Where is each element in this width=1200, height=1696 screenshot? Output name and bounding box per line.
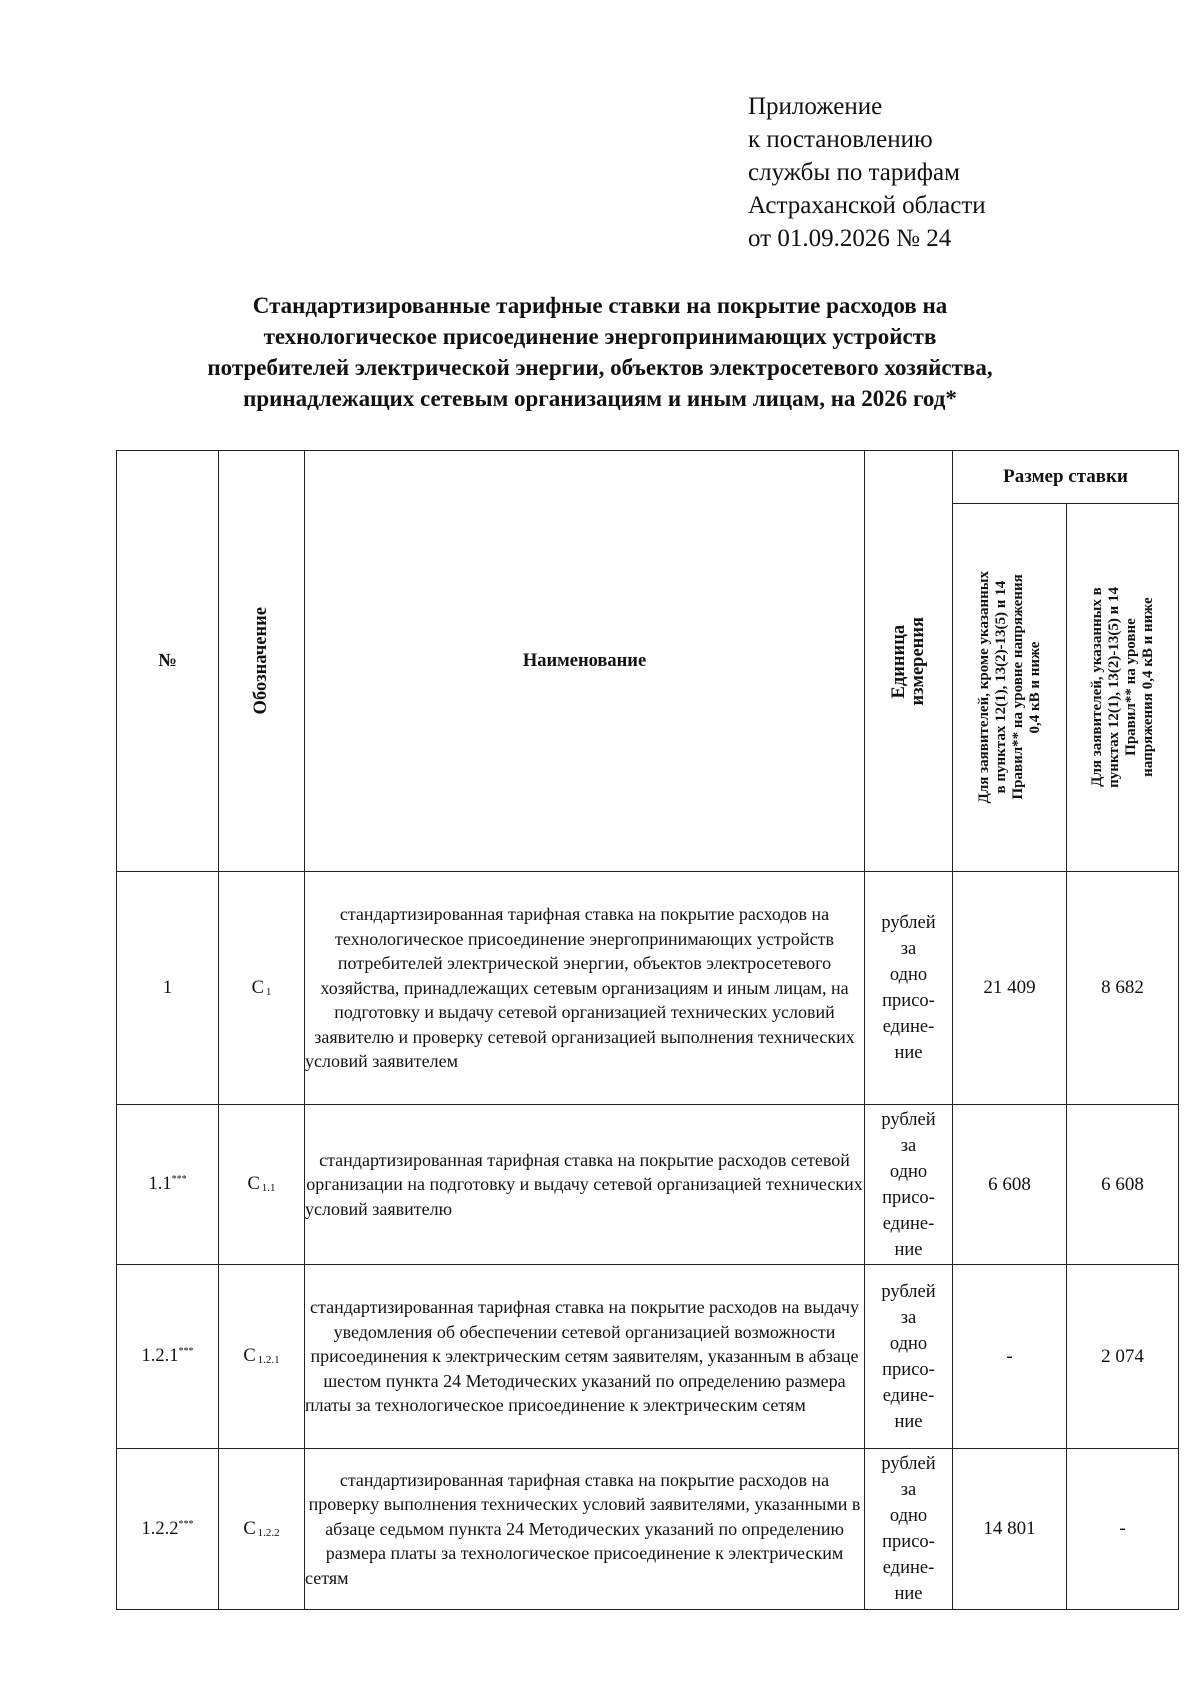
row-code: С $_{1.1}$ xyxy=(219,1105,305,1265)
header-unit xyxy=(865,451,953,872)
row-code: С $_{1.2.1}$ xyxy=(219,1265,305,1449)
annex-block xyxy=(748,90,1168,255)
header-rate-size: Размер ставки xyxy=(953,451,1179,504)
row-unit: рублей за одно присо- едине- ние xyxy=(865,1265,953,1449)
row-number: 1.1*** xyxy=(117,1105,219,1265)
annex-line: службы по тарифам xyxy=(748,159,960,186)
document-title xyxy=(150,290,1050,414)
row-code: С $_1$ xyxy=(219,872,305,1105)
header-unit-label: Единица измерения xyxy=(888,616,928,706)
row-number: 1.2.2*** xyxy=(117,1449,219,1610)
header-name: Наименование xyxy=(305,451,865,872)
row-name: стандартизированная тарифная ставка на покрытие расходов на технологическое присоединение энергопринимающих устройств потребителей электрической энергии, объектов электросетевого хозяйства, принадлежащих сетевым организациям и иным лицам, на подготовку и выдачу сетевой организацией технических условий заявителю и проверку сетевой организацией выполнения технических условий заявителем xyxy=(305,872,865,1105)
row-name: стандартизированная тарифная ставка на покрытие расходов сетевой организации на подготовку и выдачу сетевой организацией технических условий заявителю xyxy=(305,1105,865,1265)
annex-line: Приложение xyxy=(748,93,883,120)
header-number: № xyxy=(117,451,219,872)
row-value-general: 14 801 xyxy=(953,1449,1067,1610)
table-row xyxy=(117,1105,1179,1265)
row-code: С $_{1.2.2}$ xyxy=(219,1449,305,1610)
annex-line: к постановлению xyxy=(748,126,933,153)
header-rate-special-label: Для заявителей, указанных в пунктах 12(1), 13(2)-13(5) и 14 Правил** на уровне напряжения 0,4 кВ и ниже xyxy=(1088,587,1156,788)
annex-line: от 01.09.2026 № 24 xyxy=(748,225,952,252)
annex-line: Астраханской области xyxy=(748,192,986,219)
table-row xyxy=(117,1265,1179,1449)
title-line: технологическое присоединение энергопринимающих устройств xyxy=(263,324,937,349)
row-unit: рублей за одно присо- едине- ние xyxy=(865,1449,953,1610)
row-name: стандартизированная тарифная ставка на покрытие расходов на выдачу уведомления об обеспечении сетевой организацией возможности присоединения к электрическим сетям заявителям, указанным в абзаце шестом пункта 24 Методических указаний по определению размера платы за технологическое присоединение к электрическим сетям xyxy=(305,1265,865,1449)
row-value-special: 8 682 xyxy=(1067,872,1179,1105)
title-line: Стандартизированные тарифные ставки на покрытие расходов на xyxy=(252,293,948,318)
row-value-general: - xyxy=(953,1265,1067,1449)
row-number: 1 xyxy=(117,872,219,1105)
rates-table xyxy=(116,450,1179,1610)
table-row xyxy=(117,872,1179,1105)
row-value-special: 2 074 xyxy=(1067,1265,1179,1449)
row-value-general: 6 608 xyxy=(953,1105,1067,1265)
row-value-special: - xyxy=(1067,1449,1179,1610)
header-rate-special xyxy=(1067,504,1179,872)
header-rate-general xyxy=(953,504,1067,872)
header-designation-label: Обозначение xyxy=(251,607,271,715)
row-unit: рублей за одно присо- едине- ние xyxy=(865,1105,953,1265)
row-name: стандартизированная тарифная ставка на покрытие расходов на проверку выполнения технических условий заявителями, указанными в абзаце седьмом пункта 24 Методических указаний по определению размера платы за технологическое присоединение к электрическим сетям xyxy=(305,1449,865,1610)
row-unit: рублей за одно присо- едине- ние xyxy=(865,872,953,1105)
row-number: 1.2.1*** xyxy=(117,1265,219,1449)
header-rate-general-label: Для заявителей, кроме указанных в пунктах 12(1), 13(2)-13(5) и 14 Правил** на уровне напряжения 0,4 кВ и ниже xyxy=(975,571,1043,804)
title-line: потребителей электрической энергии, объектов электросетевого хозяйства, xyxy=(207,355,993,380)
table-row xyxy=(117,1449,1179,1610)
row-value-special: 6 608 xyxy=(1067,1105,1179,1265)
header-designation xyxy=(219,451,305,872)
row-value-general: 21 409 xyxy=(953,872,1067,1105)
title-line: принадлежащих сетевым организациям и иным лицам, на 2026 год* xyxy=(243,386,957,411)
